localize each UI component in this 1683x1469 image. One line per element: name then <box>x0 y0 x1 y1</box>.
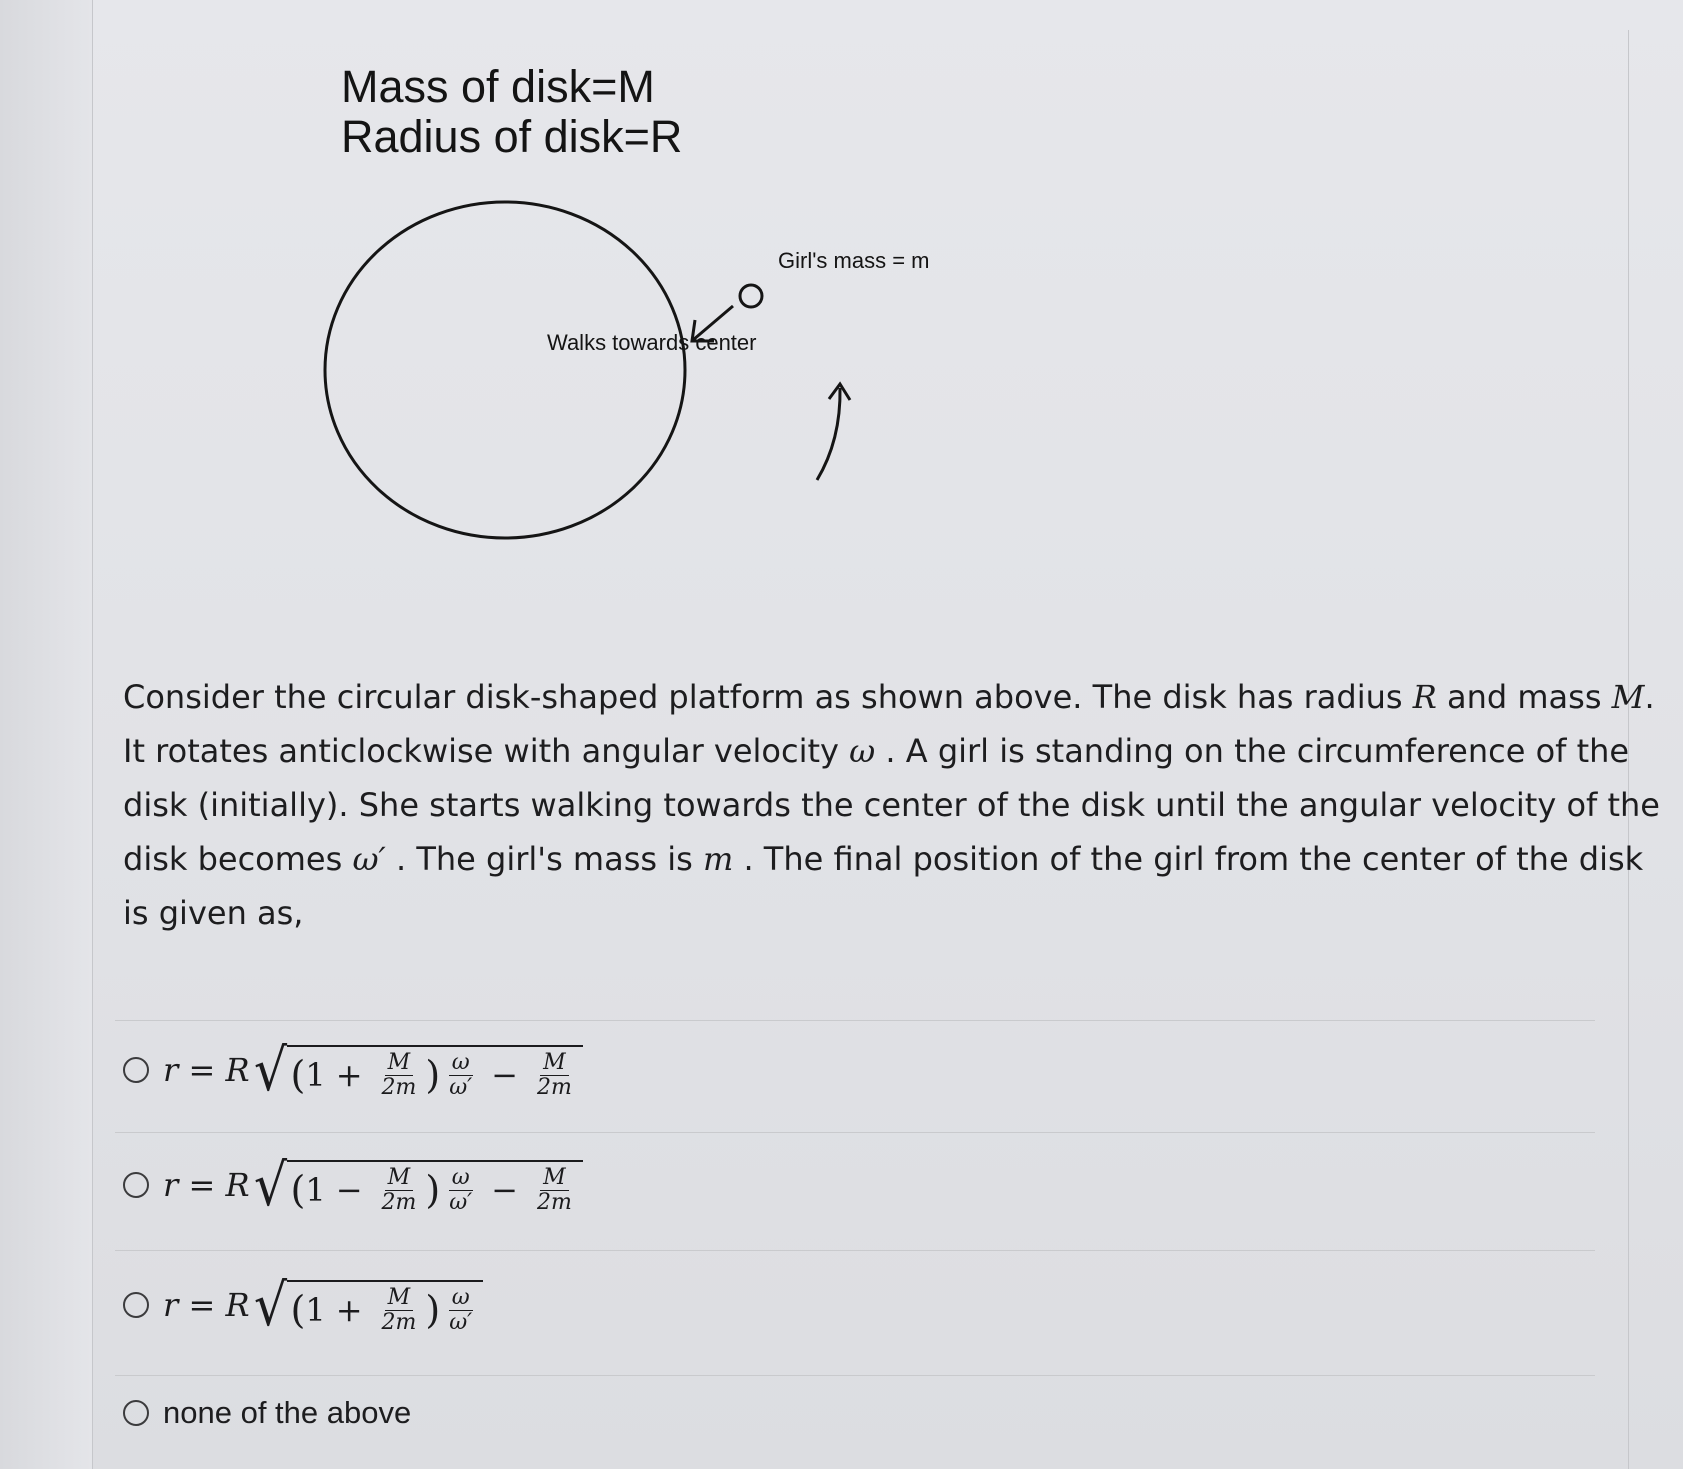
question-part: . The final position of the girl from the center of the disk is given as, <box>123 840 1644 932</box>
answer-option-b[interactable] <box>123 1135 583 1235</box>
paren-open: ( <box>290 1168 306 1212</box>
square-root <box>252 1036 583 1104</box>
fraction-mass-ratio <box>379 1286 420 1335</box>
question-part: and mass <box>1447 678 1602 716</box>
fraction-mass-ratio <box>379 1166 420 1215</box>
radical-sign: √ <box>253 1151 287 1219</box>
symbol-omega-prime: ω′ <box>352 840 386 878</box>
symbol-mass: M <box>1611 678 1645 716</box>
divider <box>115 1250 1595 1251</box>
question-part: . It rotates anticlockwise with angular velocity <box>123 678 1655 770</box>
paren-open: ( <box>290 1053 306 1097</box>
formula-lhs: r = R <box>163 1286 250 1324</box>
fraction-mass-ratio <box>534 1051 575 1100</box>
question-part: . The girl's mass is <box>395 840 693 878</box>
denominator: ω′ <box>449 1309 473 1335</box>
numerator: ω <box>449 1166 473 1191</box>
formula-lhs: r = R <box>163 1051 250 1089</box>
square-root <box>252 1151 583 1219</box>
symbol-omega: ω <box>849 732 876 770</box>
radio-button-c[interactable] <box>123 1292 149 1318</box>
one: 1 <box>305 1291 326 1329</box>
mass-caption: Mass of disk=M <box>341 61 655 112</box>
paren-open: ( <box>290 1288 306 1332</box>
formula-b <box>163 1151 583 1219</box>
denominator: 2m <box>381 1074 417 1100</box>
fraction-mass-ratio <box>379 1051 420 1100</box>
numerator: ω <box>449 1286 473 1311</box>
fraction-omega-ratio <box>446 1286 475 1335</box>
radical-sign: √ <box>253 1271 287 1339</box>
denominator: 2m <box>381 1189 417 1215</box>
disk-outline <box>325 202 685 538</box>
question-text <box>123 670 1663 940</box>
numerator: ω <box>449 1051 473 1076</box>
numerator: M <box>385 1051 414 1076</box>
radicand <box>287 1045 583 1100</box>
divider <box>115 1375 1595 1376</box>
radical-sign: √ <box>253 1036 287 1104</box>
walk-label: Walks towards center <box>547 330 757 355</box>
formula-c <box>163 1271 483 1339</box>
paren-close: ) <box>425 1288 441 1332</box>
answer-option-d[interactable] <box>123 1378 411 1448</box>
rotation-arrow-shaft <box>817 388 840 480</box>
radicand <box>287 1160 583 1215</box>
option-label: none of the above <box>163 1395 412 1430</box>
disk-diagram <box>323 190 963 560</box>
fraction-omega-ratio <box>446 1051 475 1100</box>
denominator: ω′ <box>449 1189 473 1215</box>
answer-option-c[interactable] <box>123 1255 483 1355</box>
page-margin <box>0 0 92 1469</box>
operator: − <box>491 1056 518 1094</box>
radius-caption: Radius of disk=R <box>341 111 683 162</box>
operator: − <box>335 1171 363 1209</box>
denominator: ω′ <box>449 1074 473 1100</box>
operator: + <box>335 1056 363 1094</box>
numerator: M <box>540 1166 569 1191</box>
figure-caption <box>341 62 682 162</box>
paren-close: ) <box>425 1168 441 1212</box>
square-root <box>252 1271 484 1339</box>
one: 1 <box>305 1171 326 1209</box>
fraction-mass-ratio <box>534 1166 575 1215</box>
formula-lhs: r = R <box>163 1166 250 1204</box>
radio-button-b[interactable] <box>123 1172 149 1198</box>
denominator: 2m <box>536 1189 572 1215</box>
operator: + <box>335 1291 363 1329</box>
girl-mass-label: Girl's mass = m <box>778 248 930 273</box>
numerator: M <box>385 1286 414 1311</box>
denominator: 2m <box>381 1309 417 1335</box>
question-panel <box>93 0 1660 1469</box>
fraction-omega-ratio <box>446 1166 475 1215</box>
divider <box>115 1132 1595 1133</box>
one: 1 <box>305 1056 326 1094</box>
paren-close: ) <box>425 1053 441 1097</box>
question-part: Consider the circular disk-shaped platform as shown above. The disk has radius <box>123 678 1403 716</box>
answer-option-a[interactable] <box>123 1020 583 1120</box>
symbol-girl-mass: m <box>702 840 734 878</box>
radio-button-d[interactable] <box>123 1400 149 1426</box>
question-part: . A girl is standing on the circumference of the disk (initially). She starts walking towards the center of the disk until the angular velocity of the disk becomes <box>123 732 1660 878</box>
numerator: M <box>385 1166 414 1191</box>
girl-marker <box>740 285 762 307</box>
denominator: 2m <box>536 1074 572 1100</box>
operator: − <box>491 1171 518 1209</box>
radicand <box>287 1280 484 1335</box>
formula-a <box>163 1036 583 1104</box>
numerator: M <box>540 1051 569 1076</box>
symbol-radius: R <box>1412 678 1437 716</box>
disk-figure <box>323 190 963 560</box>
radio-button-a[interactable] <box>123 1057 149 1083</box>
